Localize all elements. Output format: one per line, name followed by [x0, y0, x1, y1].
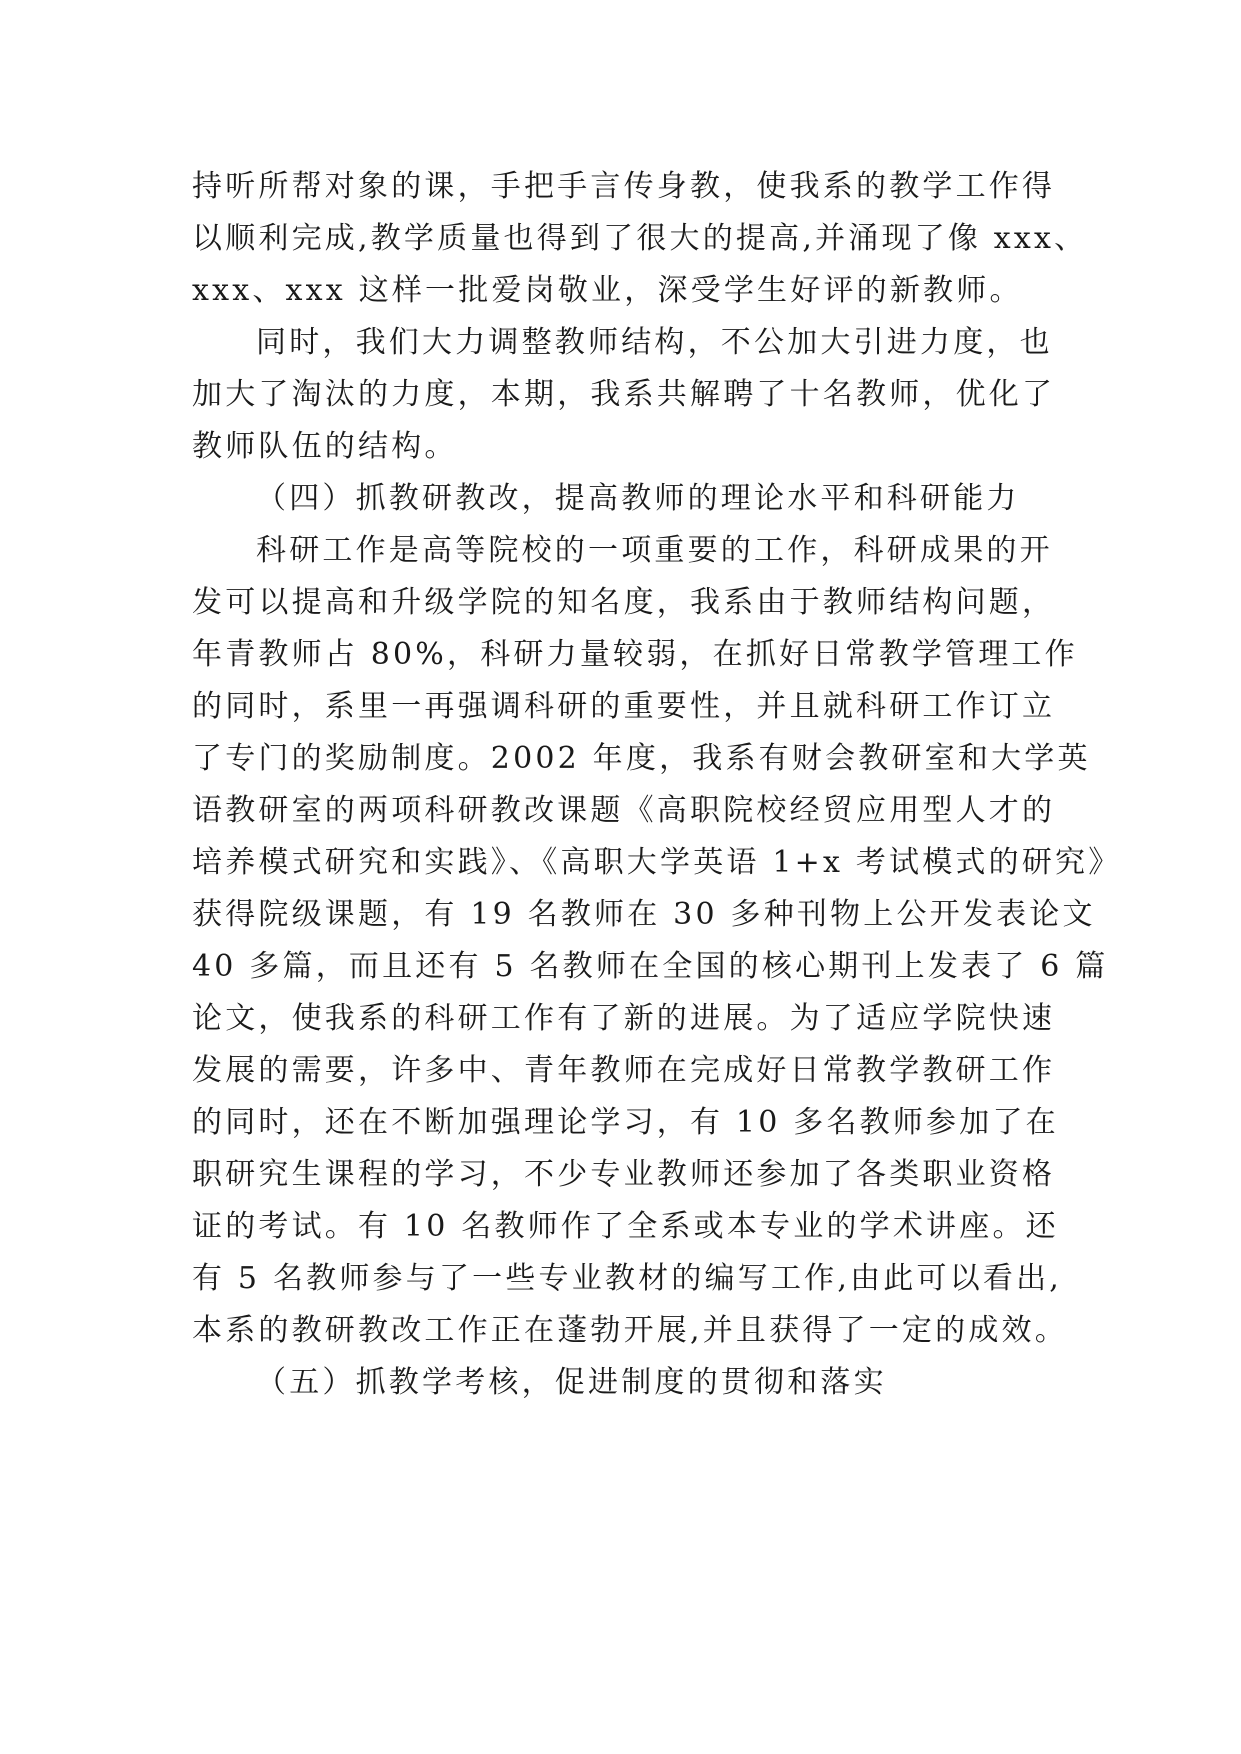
paragraph-line: 职研究生课程的学习，不少专业教师还参加了各类职业资格	[192, 1157, 1056, 1192]
section-heading: （五）抓教学考核，促进制度的贯彻和落实	[256, 1365, 887, 1400]
paragraph-line: 持听所帮对象的课，手把手言传身教，使我系的教学工作得	[192, 169, 1056, 204]
paragraph-line: 的同时，还在不断加强理论学习，有 10 多名教师参加了在	[192, 1105, 1059, 1140]
paragraph-line: 科研工作是高等院校的一项重要的工作，科研成果的开	[256, 533, 1053, 568]
paragraph-line: 论文，使我系的科研工作有了新的进展。为了适应学院快速	[192, 1001, 1056, 1036]
paragraph-line: 教师队伍的结构。	[192, 429, 458, 464]
paragraph-line: 同时，我们大力调整教师结构，不公加大引进力度，也	[256, 325, 1053, 360]
paragraph-line: xxx、xxx 这样一批爱岗敬业，深受学生好评的新教师。	[192, 273, 1023, 308]
paragraph-line: 发展的需要，许多中、青年教师在完成好日常教学教研工作	[192, 1053, 1056, 1088]
paragraph-line: 40 多篇，而且还有 5 名教师在全国的核心期刊上发表了 6 篇	[192, 949, 1109, 984]
paragraph-line: 以顺利完成,教学质量也得到了很大的提高,并涌现了像 xxx、	[192, 221, 1088, 256]
paragraph-line: 加大了淘汰的力度，本期，我系共解聘了十名教师，优化了	[192, 377, 1056, 412]
paragraph-line: 的同时，系里一再强调科研的重要性，并且就科研工作订立	[192, 689, 1056, 724]
paragraph-line: 培养模式研究和实践》、《高职大学英语 1+x 考试模式的研究》	[192, 845, 1122, 880]
paragraph-line: 年青教师占 80%，科研力量较弱，在抓好日常教学管理工作	[192, 637, 1078, 672]
section-heading: （四）抓教研教改，提高教师的理论水平和科研能力	[256, 481, 1020, 516]
paragraph-line: 有 5 名教师参与了一些专业教材的编写工作,由此可以看出,	[192, 1261, 1063, 1296]
paragraph-line: 获得院级课题，有 19 名教师在 30 多种刊物上公开发表论文	[192, 897, 1096, 932]
paragraph-line: 语教研室的两项科研教改课题《高职院校经贸应用型人才的	[192, 793, 1056, 828]
paragraph-line: 本系的教研教改工作正在蓬勃开展,并且获得了一定的成效。	[192, 1313, 1068, 1348]
paragraph-line: 证的考试。有 10 名教师作了全系或本专业的学术讲座。还	[192, 1209, 1059, 1244]
paragraph-line: 了专门的奖励制度。2002 年度，我系有财会教研室和大学英	[192, 741, 1091, 776]
paragraph-line: 发可以提高和升级学院的知名度，我系由于教师结构问题，	[192, 585, 1056, 620]
